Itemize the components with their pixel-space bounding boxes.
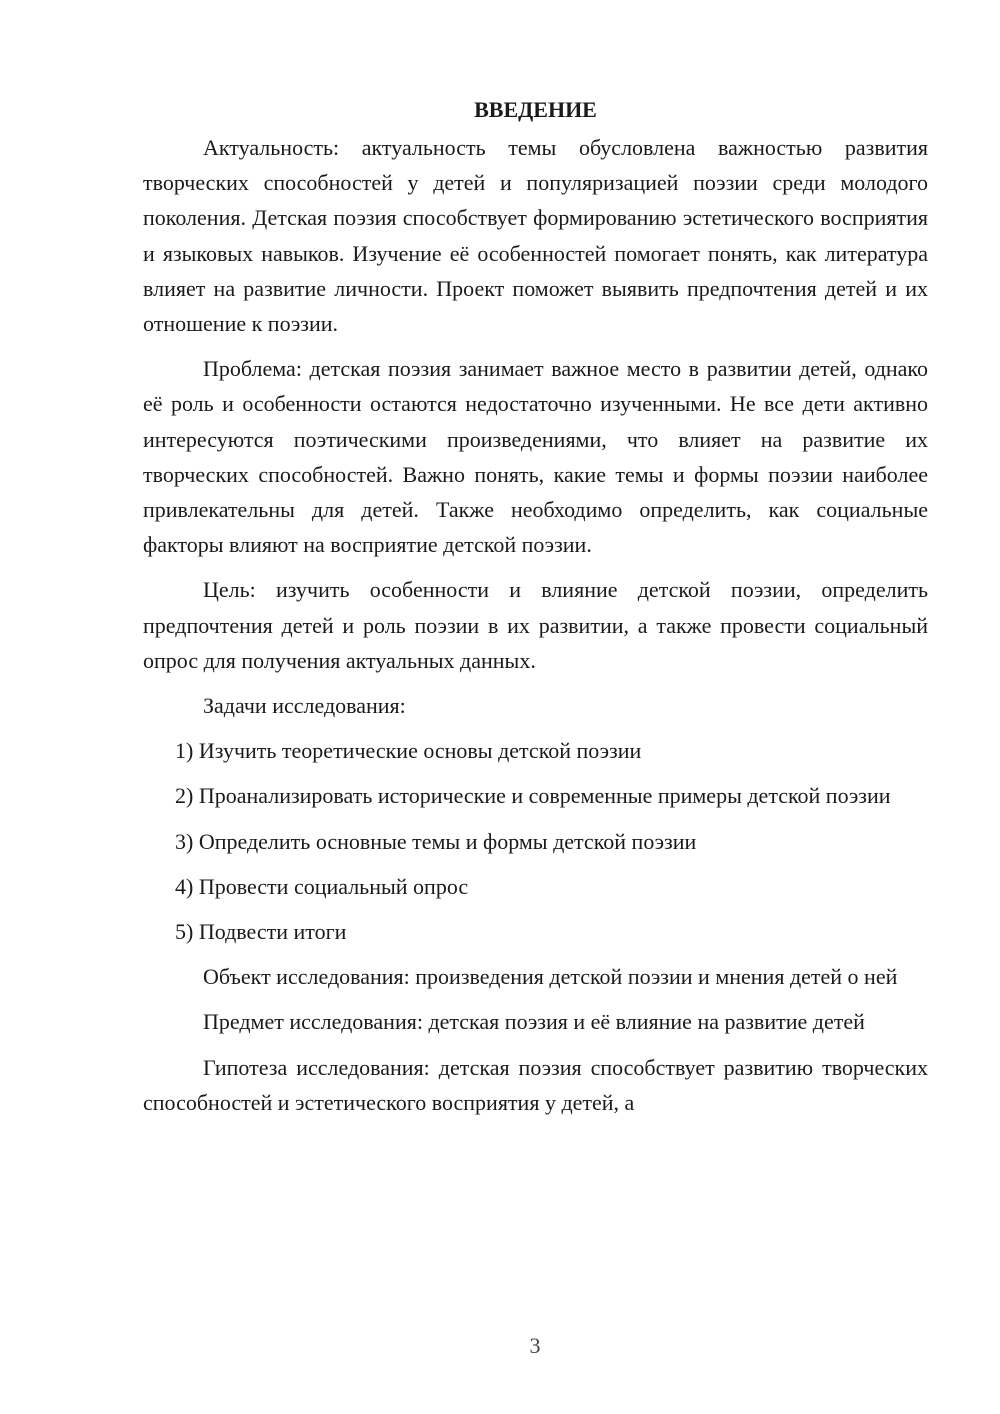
tasks-heading: Задачи исследования: <box>203 693 406 719</box>
problem-paragraph: Проблема: детская поэзия занимает важное место в развитии детей, однако её роль и особенности остаются недостаточно изученными. Не все дети активно интересуются поэтическими произведениями, что влияет на развитие их творческих способностей. Важно понять, какие темы и формы поэзии наиболее привлекательны для детей. Также необходимо определить, как социальные факторы влияют на восприятие детской поэзии. <box>143 356 928 558</box>
relevance-paragraph: Актуальность: актуальность темы обусловлена важностью развития творческих способностей у детей и популяризацией поэзии среди молодого поколения. Детская поэзия способствует формированию эстетического восприятия и языковых навыков. Изучение её особенностей помогает понять, как литература влияет на развитие личности. Проект поможет выявить предпочтения детей и их отношение к поэзии. <box>143 135 928 337</box>
subject-paragraph: Предмет исследования: детская поэзия и её влияние на развитие детей <box>203 1009 865 1035</box>
task-item: 1) Изучить теоретические основы детской поэзии <box>175 738 642 764</box>
page-body <box>143 92 928 1130</box>
page-title: ВВЕДЕНИЕ <box>474 97 597 122</box>
task-item: 4) Провести социальный опрос <box>175 873 469 899</box>
task-item: 3) Определить основные темы и формы детской поэзии <box>175 828 697 854</box>
hypothesis-paragraph: Гипотеза исследования: детская поэзия способствует развитию творческих способностей и эстетического восприятия у детей, а <box>143 1054 928 1115</box>
object-paragraph: Объект исследования: произведения детской поэзии и мнения детей о ней <box>203 964 898 990</box>
task-item: 5) Подвести итоги <box>175 919 347 945</box>
page-number: 3 <box>529 1333 541 1358</box>
task-item: 2) Проанализировать исторические и современные примеры детской поэзии <box>175 783 891 809</box>
goal-paragraph: Цель: изучить особенности и влияние детской поэзии, определить предпочтения детей и роль поэзии в их развитии, а также провести социальный опрос для получения актуальных данных. <box>143 577 928 673</box>
